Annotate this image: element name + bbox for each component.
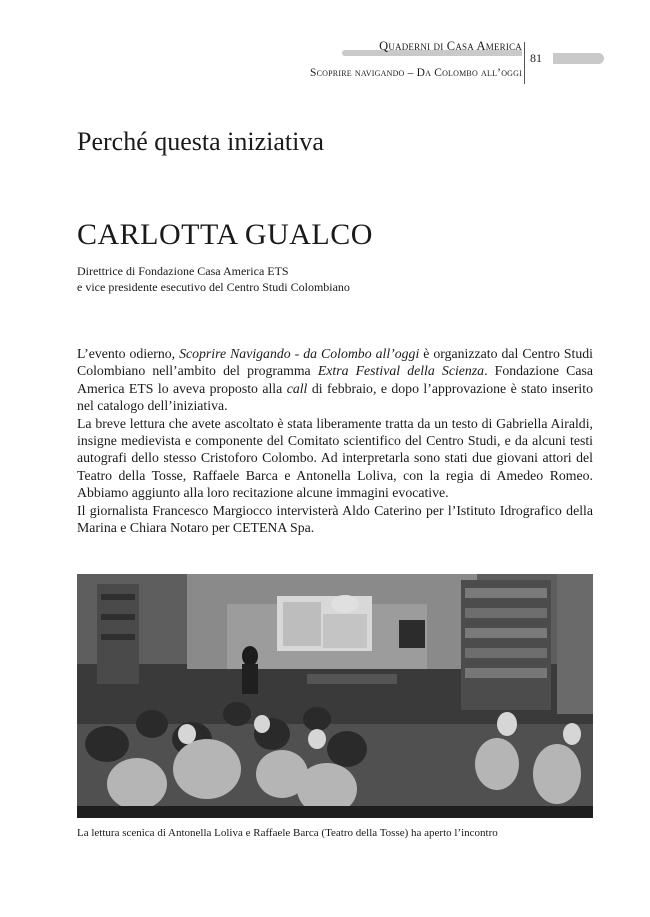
paragraph-3: Il giornalista Francesco Margiocco intervisterà Aldo Caterino per l’Istituto Idrografico della Marina e Chiara Notaro per CETENA Spa.	[77, 502, 593, 536]
section-title: Perché questa iniziativa	[77, 127, 324, 156]
paragraph-2: La breve lettura che avete ascoltato è stata liberamente tratta da un testo di Gabriella Airaldi, insigne medievista e componente del Comitato scientifico del Centro Studi, e da alcuni testi autografi dello stesso Cristoforo Colombo. Ad interpretarla sono stati due giovani attori del Teatro della Tosse, Raffaele Barca e Antonella Loliva, con la regia di Amedeo Romeo. Abbiamo aggiunto alla loro recitazione alcune immagini evocative.	[77, 415, 593, 501]
header-divider	[524, 42, 525, 84]
affiliation-line-1: Direttrice di Fondazione Casa America ETS	[77, 264, 289, 278]
event-title: Scoprire Navigando - da Colombo all’oggi	[179, 346, 420, 361]
call-word: call	[286, 380, 308, 396]
author-affiliation	[77, 263, 350, 295]
event-photo	[77, 574, 593, 818]
article-body	[77, 345, 593, 536]
running-subtitle: Scoprire navigando – Da Colombo all’oggi	[310, 67, 522, 79]
program-name: Extra Festival della Scienza	[317, 363, 485, 379]
journal-title: Quaderni di Casa America	[379, 39, 522, 53]
p1-text-b: è organizzato dal Centro Studi Colombiano nell’ambito del programma	[77, 346, 593, 379]
p1-text-c: . Fondazione Casa America ETS lo aveva proposto alla	[77, 363, 593, 396]
affiliation-line-2: e vice presidente esecutivo del Centro Studi Colombiano	[77, 280, 350, 294]
p1-text-a: L’evento odierno,	[77, 346, 180, 361]
figure-caption: La lettura scenica di Antonella Loliva e Raffaele Barca (Teatro della Tosse) ha aperto l’incontro	[77, 827, 498, 839]
running-header	[310, 38, 522, 81]
page-number-tab	[553, 53, 604, 64]
p1-text-d: di febbraio, e dopo l’approvazione è stato inserito nel catalogo dell’iniziativa.	[77, 380, 593, 414]
page-number: 81	[530, 51, 542, 65]
author-name: CARLOTTA GUALCO	[77, 218, 373, 251]
event-photo-illustration	[77, 574, 593, 818]
paragraph-1	[77, 345, 593, 415]
